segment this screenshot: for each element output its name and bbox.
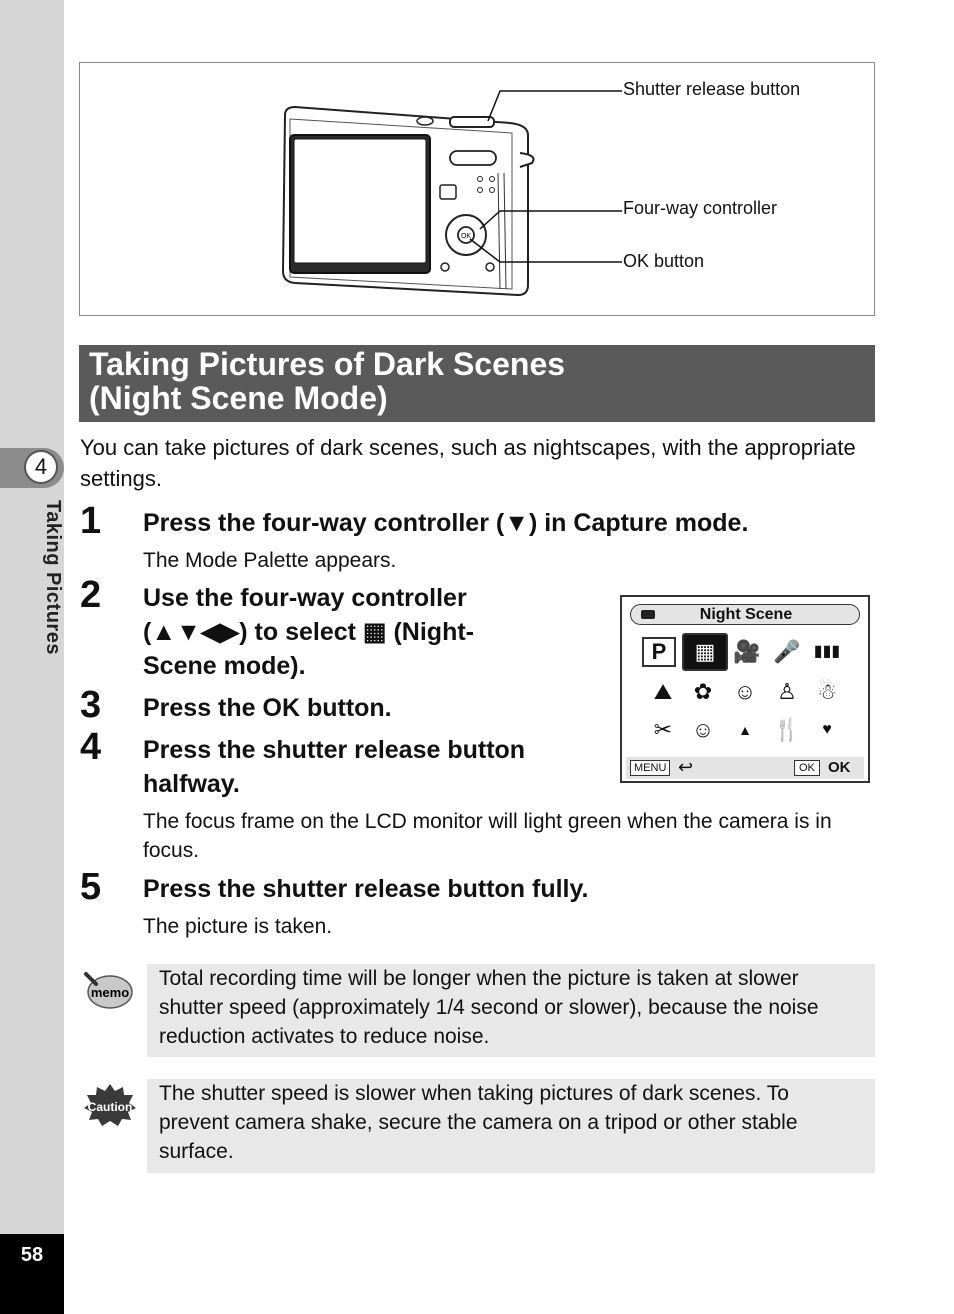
palette-title: Night Scene [699, 606, 793, 623]
text-mode-icon[interactable]: ▲ [738, 722, 752, 738]
mode-palette-screen [620, 595, 870, 783]
page-number: 58 [20, 1244, 44, 1266]
section-title-line1: Taking Pictures of Dark Scenes [89, 346, 566, 382]
step-4-heading-line1: Press the shutter release button [143, 736, 526, 764]
program-mode-icon[interactable]: P [642, 637, 676, 667]
step-1-note: The Mode Palette appears. [143, 549, 397, 572]
memo-icon [82, 968, 134, 1012]
caution-box [147, 1079, 875, 1173]
memo-text: Total recording time will be longer when the picture is taken at slower shutter speed (approximately 1/4 second or slower), because the noise reduction activates to reduce noise. [159, 967, 819, 1048]
step-5-heading: Press the shutter release button fully. [143, 875, 589, 903]
memo-icon-label: memo [90, 985, 130, 1000]
svg-text:OK: OK [460, 233, 472, 240]
step-4-note: The focus frame on the LCD monitor will light green when the camera is in focus. [143, 810, 832, 862]
caution-icon [82, 1082, 138, 1128]
section-title-line2: (Night Scene Mode) [89, 380, 388, 416]
step-1-number: 1 [80, 500, 102, 542]
step-3-heading: Press the OK button. [143, 694, 392, 722]
flower-icon[interactable]: ✿ [693, 679, 713, 704]
step-4-heading-line2: halfway. [143, 770, 240, 798]
step-2-heading-line3: Scene mode). [143, 652, 306, 680]
caution-icon-label: Caution [87, 1100, 133, 1114]
caution-text: The shutter speed is slower when taking pictures of dark scenes. To prevent camera shake, secure the camera on a tripod or other stable surface. [159, 1082, 798, 1163]
step-2-heading-line2: (▲▼◀▶) to select ▦ (Night- [143, 618, 474, 646]
callout-shutter-release: Shutter release button [623, 79, 801, 99]
section-title-bar [79, 345, 875, 422]
portrait-icon[interactable]: ☺ [733, 679, 757, 704]
camera-illustration [80, 63, 874, 315]
callout-four-way-controller: Four-way controller [623, 198, 778, 218]
palette-footer [626, 757, 864, 779]
callout-ok-button: OK button [623, 251, 705, 271]
movie-mode-icon[interactable]: 🎥 [733, 639, 761, 664]
step-2-heading [143, 581, 603, 683]
intro-paragraph: You can take pictures of dark scenes, such as nightscapes, with the appropriate settings. [80, 435, 856, 491]
chapter-label: Taking Pictures [42, 500, 64, 655]
step-5-number: 5 [80, 866, 102, 908]
memo-box [147, 964, 875, 1057]
landscape-icon[interactable]: ⛰ [653, 679, 673, 704]
panorama-icon[interactable]: ▮▮▮ [813, 643, 841, 660]
section-title [89, 347, 565, 415]
snow-icon[interactable]: ☃ [817, 679, 837, 704]
step-4-heading [143, 733, 603, 801]
ok-button-label: OK [794, 760, 820, 776]
frame-composite-icon[interactable]: ♥ [822, 721, 832, 738]
pet-icon[interactable]: ☺ [691, 717, 715, 742]
chapter-number: 4 [24, 450, 58, 484]
back-arrow-icon: ↩ [678, 757, 694, 777]
menu-button-label: MENU [630, 760, 670, 776]
palette-header [630, 604, 860, 625]
step-1-heading: Press the four-way controller (▼) in Capture mode. [143, 509, 749, 537]
step-3-number: 3 [80, 684, 102, 726]
camera-figure [79, 62, 875, 316]
candlelight-icon[interactable]: ♙ [777, 679, 797, 704]
step-2-heading-line1: Use the four-way controller [143, 584, 467, 612]
kids-icon[interactable]: ✂ [653, 717, 673, 742]
step-2-number: 2 [80, 574, 102, 616]
food-icon[interactable]: 🍴 [773, 717, 801, 742]
palette-grid [642, 633, 852, 751]
night-scene-mode-icon[interactable]: ▦ [682, 633, 728, 671]
step-4-number: 4 [80, 726, 102, 768]
ok-action-label: OK [828, 759, 851, 776]
step-5-note: The picture is taken. [143, 915, 333, 938]
voice-recording-icon[interactable]: 🎤 [773, 639, 801, 664]
